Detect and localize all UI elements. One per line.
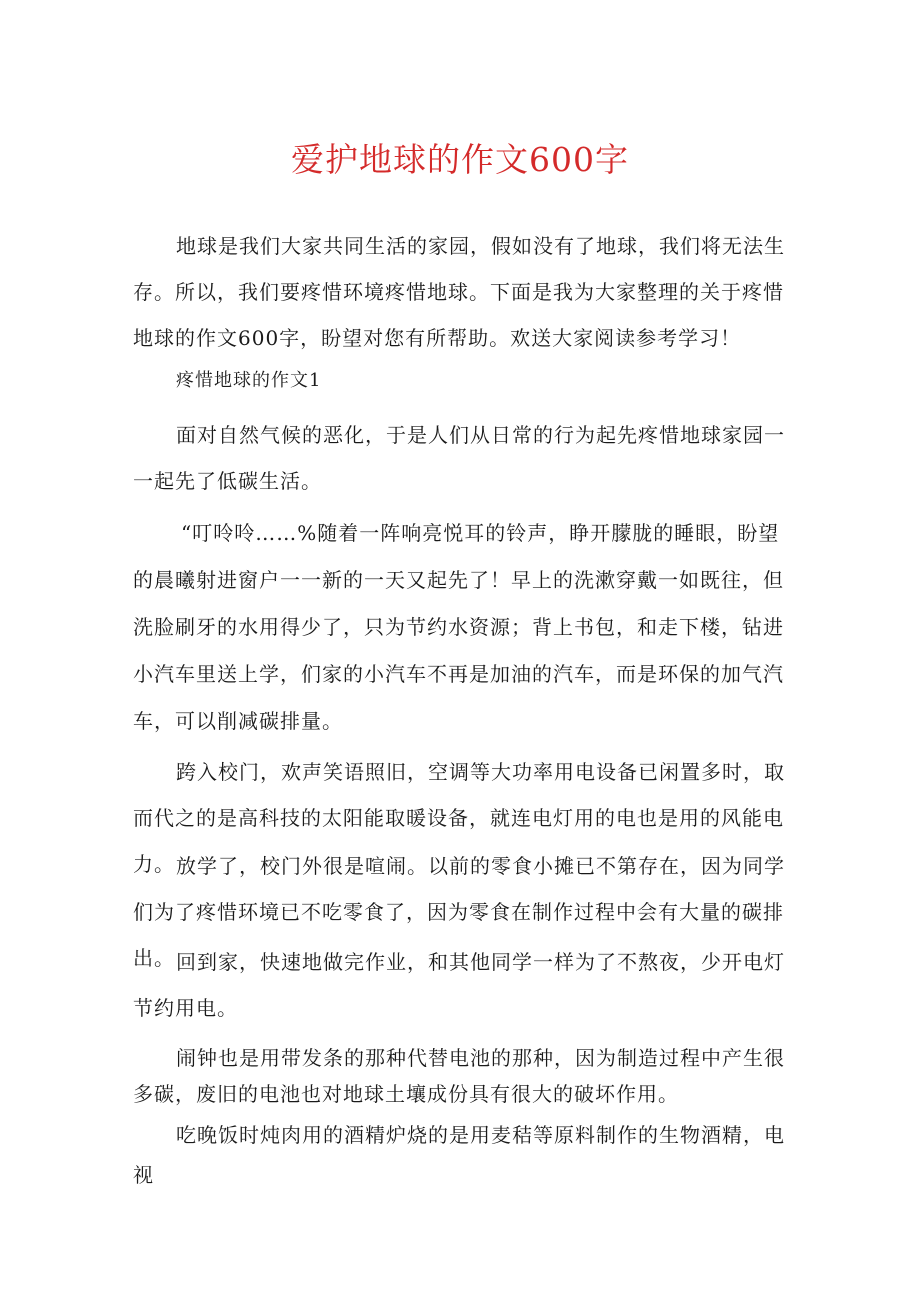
section-heading: 疼惜地球的作文1: [176, 370, 322, 391]
body-paragraph: 吃晚饭时炖肉用的酒精炉烧的是用麦秸等原料制作的生物酒精，电视: [133, 1123, 785, 1187]
body-paragraph: 回到家，快速地做完作业，和其他同学一样为了不熬夜，少开电灯节约用电。: [133, 950, 785, 1020]
body-paragraph: 闹钟也是用带发条的那种代替电池的那种，因为制造过程中产生很多碳，废旧的电池也对地球土壤成份具有很大的破坏作用。: [133, 1046, 785, 1106]
document-title: 爱护地球的作文600字: [291, 140, 629, 179]
body-paragraph: 面对自然气候的恶化，于是人们从日常的行为起先疼惜地球家园一一起先了低碳生活。: [133, 423, 785, 493]
intro-paragraph: 地球是我们大家共同生活的家园，假如没有了地球，我们将无法生存。所以，我们要疼惜环境疼惜地球。下面是我为大家整理的关于疼惜地球的作文600字，盼望对您有所帮助。欢送大家阅读参考学习！: [133, 234, 785, 350]
body-paragraph: 跨入校门，欢声笑语照旧，空调等大功率用电设备已闲置多时，取而代之的是高科技的太阳能取暖设备，就连电灯用的电也是用的风能电力。: [133, 760, 785, 876]
body-paragraph: “叮呤呤……%随着一阵响亮悦耳的铃声，睁开朦胧的睡眼，盼望的晨曦射进窗户一一新的一天又起先了！早上的洗漱穿戴一如既往，但洗脸刷牙的水用得少了，只为节约水资源；背上书包，和走下楼，钻进小汽车里送上学，们家的小汽车不再是加油的汽车，而是环保的加气汽车，可以削减碳排量。: [133, 521, 784, 733]
body-paragraph: 放学了，校门外很是喧闹。以前的零食小摊已不第存在，因为同学们为了疼惜环境已不吃零食了，因为零食在制作过程中会有大量的碳排出。: [133, 854, 785, 970]
